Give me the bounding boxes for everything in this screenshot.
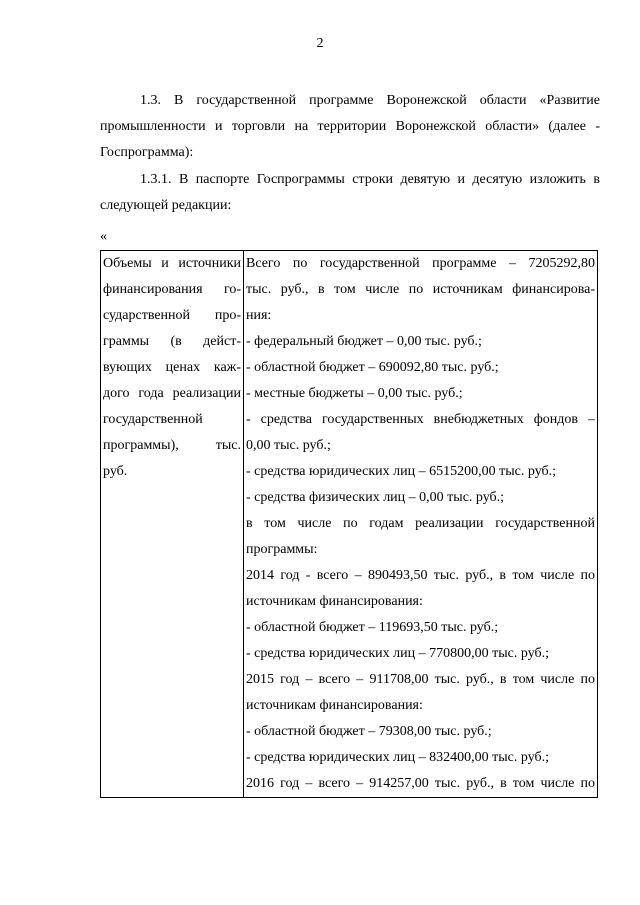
table-row [101, 251, 598, 798]
right-line: тыс. руб., в том числе по источникам финансирова- [246, 282, 595, 297]
right-line: - средства государственных внебюджетных фондов – [246, 412, 595, 427]
passport-table [100, 250, 598, 798]
right-line: - областной бюджет – 79308,00 тыс. руб.; [246, 724, 492, 739]
right-line: программы: [246, 542, 318, 557]
right-line: - областной бюджет – 119693,50 тыс. руб.; [246, 620, 499, 635]
left-line: государственной [103, 412, 203, 427]
right-line: в том числе по годам реализации государственной [246, 516, 595, 531]
left-line: дого года реализации [103, 386, 241, 401]
left-line: руб. [103, 464, 128, 479]
left-line: граммы (в дейст- [103, 334, 241, 349]
right-line: - средства юридических лиц – 770800,00 тыс. руб.; [246, 646, 550, 661]
paragraph-1-3: 1.3. В государственной программе Воронежской области «Развитие промышленности и торговли на территории Воронежской области» (далее - Госпрограмма): [100, 93, 600, 160]
left-line: программы), тыс. [103, 438, 241, 453]
right-line: ния: [246, 308, 272, 323]
right-line: - федеральный бюджет – 0,00 тыс. руб.; [246, 334, 482, 349]
right-line: 0,00 тыс. руб.; [246, 438, 331, 453]
right-line: 2014 год - всего – 890493,50 тыс. руб., в том числе по [246, 568, 595, 583]
left-line: вующих ценах каж- [103, 360, 241, 375]
right-line: источникам финансирования: [246, 698, 423, 713]
left-line: Объемы и источники [103, 256, 241, 271]
right-line: - средства юридических лиц – 832400,00 тыс. руб.; [246, 750, 550, 765]
opening-quote: « [100, 229, 107, 244]
row-value-cell [244, 251, 598, 798]
right-line: Всего по государственной программе – 7205292,80 [246, 256, 595, 271]
right-line: - средства юридических лиц – 6515200,00 тыс. руб.; [246, 464, 557, 479]
right-line: источникам финансирования: [246, 594, 423, 609]
paragraph-1-3-1: 1.3.1. В паспорте Госпрограммы строки девятую и десятую изложить в следующей редакции: [100, 172, 600, 213]
right-line: 2016 год – всего – 914257,00 тыс. руб., в том числе по [246, 776, 595, 791]
left-line: сударственной про- [103, 308, 241, 323]
right-line: - областной бюджет – 690092,80 тыс. руб.; [246, 360, 499, 375]
row-label-cell [101, 251, 244, 798]
right-line: - местные бюджеты – 0,00 тыс. руб.; [246, 386, 463, 401]
left-line: финансирования го- [103, 282, 241, 297]
right-line: 2015 год – всего – 911708,00 тыс. руб., в том числе по [246, 672, 595, 687]
right-line: - средства физических лиц – 0,00 тыс. руб.; [246, 490, 505, 505]
page-number: 2 [316, 36, 324, 51]
